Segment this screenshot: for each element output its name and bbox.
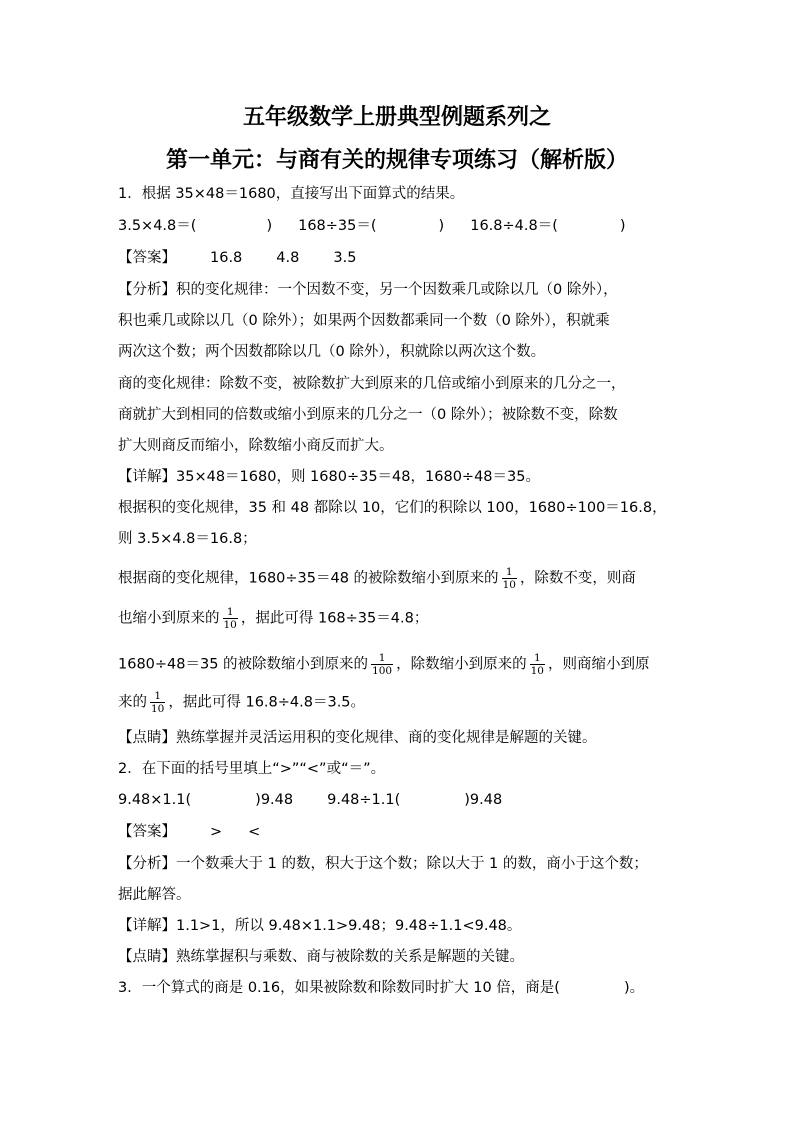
fraction-one-tenth: $\frac{1}{10}$	[530, 652, 544, 677]
q1-detail-line-6: 1680÷48＝35 的被除数缩小到原来的 $\frac{1}{100}$ ，除数缩小到原来的 $\frac{1}{10}$ ，则商缩小到原	[118, 652, 650, 677]
q2-expr1: 9.48×1.1(	[118, 792, 192, 808]
q2-expr2: 9.48÷1.1(	[327, 792, 401, 808]
q2-stem: 2．在下面的括号里填上“>”“<”或“＝”。	[118, 761, 386, 777]
detail-label: 【详解】	[118, 469, 176, 485]
q1-detail-line-1: 【详解】35×48＝1680，则 1680÷35＝48，1680÷48＝35。	[118, 469, 540, 485]
answer-label: 【答案】	[118, 250, 176, 266]
q2-analysis-line-2: 据此解答。	[118, 887, 191, 903]
q1-analysis-line-1: 【分析】积的变化规律：一个因数不变，另一个因数乘几或除以几（0 除外），	[118, 282, 618, 298]
q2-analysis-line-1: 【分析】一个数乘大于 1 的数，积大于这个数；除以大于 1 的数，商小于这个数；	[118, 856, 648, 872]
answer-label: 【答案】	[118, 824, 176, 840]
analysis-label: 【分析】	[118, 282, 176, 298]
detail-label: 【详解】	[118, 918, 176, 934]
q2-answer-1: >	[210, 824, 223, 840]
tip-label: 【点睛】	[118, 949, 176, 965]
q1-detail-line-4: 根据商的变化规律，1680÷35＝48 的被除数缩小到原来的 $\frac{1}{10}$ ，除数不变，则商	[118, 566, 636, 591]
q2-detail: 【详解】1.1>1，所以 9.48×1.1>9.48；9.48÷1.1<9.48。	[118, 918, 522, 934]
q1-detail-line-2: 根据积的变化规律，35 和 48 都除以 10，它们的积除以 100，1680÷100＝16.8，	[118, 500, 667, 516]
q1-stem: 1．根据 35×48＝1680，直接写出下面算式的结果。	[118, 186, 465, 202]
q1-detail-line-7: 来的 $\frac{1}{10}$ ，据此可得 16.8÷4.8＝3.5。	[118, 690, 366, 715]
q2-answer-2: <	[248, 824, 261, 840]
tip-label: 【点睛】	[118, 730, 176, 746]
q1-answer-2: 4.8	[276, 250, 300, 266]
q1-answer	[118, 248, 356, 268]
q1-analysis-line-6: 扩大则商反而缩小，除数缩小商反而扩大。	[118, 438, 394, 454]
q1-analysis-line-2: 积也乘几或除以几（0 除外）；如果两个因数都乘同一个数（0 除外），积就乘	[118, 313, 610, 329]
q1-answer-1: 16.8	[210, 250, 243, 266]
q1-tip: 【点睛】熟练掌握并灵活运用积的变化规律、商的变化规律是解题的关键。	[118, 730, 597, 746]
q1-expr1: 3.5×4.8＝(	[118, 218, 197, 234]
q1-expressions: 3.5×4.8＝( ) 168÷35＝( ) 16.8÷4.8＝( )	[118, 218, 626, 234]
q1-expr3: 16.8÷4.8＝(	[470, 218, 558, 234]
q1-detail-line-5: 也缩小到原来的 $\frac{1}{10}$ ，据此可得 168÷35＝4.8；	[118, 606, 429, 631]
q3-stem: 3．一个算式的商是 0.16，如果被除数和除数同时扩大 10 倍，商是( )。	[118, 980, 645, 996]
q1-answer-3: 3.5	[333, 250, 357, 266]
fraction-one-tenth: $\frac{1}{10}$	[151, 690, 165, 715]
analysis-label: 【分析】	[118, 856, 176, 872]
q2-answer	[118, 822, 260, 842]
q1-detail-line-3: 则 3.5×4.8＝16.8；	[118, 531, 257, 547]
q2-tip: 【点睛】熟练掌握积与乘数、商与被除数的关系是解题的关键。	[118, 949, 524, 965]
fraction-one-hundredth: $\frac{1}{100}$	[372, 652, 393, 677]
fraction-one-tenth: $\frac{1}{10}$	[502, 566, 516, 591]
document-title: 五年级数学上册典型例题系列之	[242, 105, 551, 130]
fraction-one-tenth: $\frac{1}{10}$	[223, 606, 237, 631]
q1-expr2: 168÷35＝(	[298, 218, 377, 234]
q1-analysis-line-3: 两次这个数；两个因数都除以几（0 除外），积就除以两次这个数。	[118, 344, 546, 360]
q1-analysis-line-4: 商的变化规律：除数不变，被除数扩大到原来的几倍或缩小到原来的几分之一，	[118, 376, 626, 392]
q2-expressions: 9.48×1.1( )9.48 9.48÷1.1( )9.48	[118, 792, 503, 808]
q1-analysis-line-5: 商就扩大到相同的倍数或缩小到原来的几分之一（0 除外）；被除数不变，除数	[118, 407, 618, 423]
document-subtitle: 第一单元：与商有关的规律专项练习（解析版）	[165, 148, 628, 173]
